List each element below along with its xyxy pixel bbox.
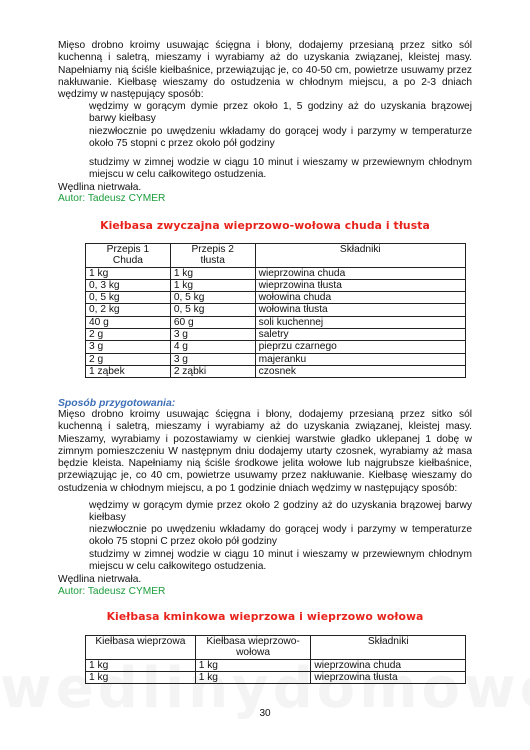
recipe2-title: Kiełbasa kminkowa wieprzowa i wieprzowo wołowa <box>106 610 424 623</box>
recipe1-cell: soli kuchennej <box>255 316 465 328</box>
recipe1-row <box>86 304 466 316</box>
recipe1-cell: 2 ząbki <box>170 365 255 377</box>
recipe1-cell: wołowina chuda <box>255 292 465 304</box>
recipe1-row <box>86 365 466 377</box>
section1-paragraph: Mięso drobno kroimy usuwając ścięgna i błony, dodajemy przesianą przez sitko sól kuchenną i saletrą, mieszamy i wyrabiamy aż do uzyskania związanej, kleistej masy. Napełniamy nią ściśle kiełbaśnice, przewiązując je, co 40-50 cm, powietrze usuwamy przez nakłuwanie. Kiełbasę wieszamy do ostudzenia w chłodnym miejscu, a po 2-3 dniach wędzimy w następujący sposób: <box>58 40 472 101</box>
section2-step-1: wędzimy w gorącym dymie przez około 2 godziny aż do uzyskania brązowej barwy kiełbasy <box>89 500 472 524</box>
section1-step-2: niezwłocznie po uwędzeniu wkładamy do gorącej wody i parzymy w temperaturze około 75 stopni c przez około pół godziny <box>89 126 472 150</box>
section2-step-3: studzimy w zimnej wodzie w ciągu 10 minut i wieszamy w przewiewnym chłodnym miejscu w celu całkowitego ostudzenia. <box>89 549 472 573</box>
recipe1-cell: pieprzu czarnego <box>255 341 465 353</box>
recipe1-subheader: tłusta <box>170 255 255 267</box>
recipe1-cell: 2 g <box>86 353 171 365</box>
recipe1-cell: 3 g <box>86 341 171 353</box>
recipe1-cell: wieprzowina chuda <box>255 267 465 279</box>
recipe2-header: Kiełbasa wieprzowa <box>86 636 196 660</box>
recipe1-header: Składniki <box>255 244 465 268</box>
page-number: 30 <box>259 708 271 719</box>
recipe2-cell: wieprzowina tłusta <box>311 671 466 683</box>
section1-closing: Wędlina nietrwała. <box>58 182 142 193</box>
recipe2-cell: 1 kg <box>86 671 196 683</box>
recipe1-cell: 0, 2 kg <box>86 304 171 316</box>
section2-author: Autor: Tadeusz CYMER <box>58 586 166 597</box>
recipe1-title: Kiełbasa zwyczajna wieprzowo-wołowa chuda i tłusta <box>100 219 430 232</box>
recipe1-cell: czosnek <box>255 365 465 377</box>
recipe1-row <box>86 279 466 291</box>
recipe1-row <box>86 341 466 353</box>
recipe1-cell: 2 g <box>86 329 171 341</box>
recipe1-cell: 40 g <box>86 316 171 328</box>
section1-step-1: wędzimy w gorącym dymie przez około 1, 5 godziny aż do uzyskania brązowej barwy kiełbasy <box>89 101 472 125</box>
recipe2-header-row <box>86 636 466 660</box>
recipe1-header: Przepis 1 <box>86 244 171 256</box>
recipe1-cell: 1 kg <box>86 267 171 279</box>
recipe1-cell: 0, 5 kg <box>170 304 255 316</box>
section2-paragraph: Mięso drobno kroimy usuwając ścięgna i błony, dodajemy przesianą przez sitko sól kuchenną i saletrą, mieszamy i wyrabiamy aż do uzyskania związanej, kleistej masy. Mieszamy, wyrabiamy i pozostawiamy w cienkiej warstwie gładko uklepanej 1 dobę w zimnym pomieszczeniu W następnym dniu dodajemy utarty czosnek, wyrabiamy aż masa będzie kleista. Napełniamy nią ściśle środkowe jelita wołowe lub najgrubsze kiełbaśnice, przewiązując je, co 40 cm, powietrze usuwamy przez nakłuwanie. Kiełbasę wieszamy do ostudzenia w chłodnym miejscu, a po 1 godzinie dniach wędzimy w następujący sposób: <box>58 409 472 494</box>
section2-closing: Wędlina nietrwała. <box>58 574 142 585</box>
recipe1-cell: 1 kg <box>170 279 255 291</box>
recipe1-cell: wołowina tłusta <box>255 304 465 316</box>
recipe1-cell: saletry <box>255 329 465 341</box>
section1-step-3: studzimy w zimnej wodzie w ciągu 10 minut i wieszamy w przewiewnym chłodnym miejscu w celu całkowitego ostudzenia. <box>89 157 472 181</box>
recipe2-cell: 1 kg <box>195 671 311 683</box>
recipe1-cell: 60 g <box>170 316 255 328</box>
recipe1-row <box>86 353 466 365</box>
recipe1-cell: wieprzowina tłusta <box>255 279 465 291</box>
recipe1-subheader: Chuda <box>86 255 171 267</box>
recipe1-header: Przepis 2 <box>170 244 255 256</box>
recipe1-header-row <box>86 244 466 256</box>
recipe1-cell: 3 g <box>170 353 255 365</box>
recipe1-table <box>85 243 466 378</box>
recipe2-header: Składniki <box>311 636 466 660</box>
recipe1-cell: 0, 5 kg <box>170 292 255 304</box>
recipe2-table <box>85 635 466 684</box>
recipe1-cell: 1 ząbek <box>86 365 171 377</box>
recipe1-cell: 1 kg <box>170 267 255 279</box>
recipe2-header: Kiełbasa wieprzowo-wołowa <box>195 636 311 660</box>
recipe1-row <box>86 329 466 341</box>
recipe2-cell: wieprzowina chuda <box>311 659 466 671</box>
recipe2-row <box>86 671 466 683</box>
recipe1-cell: 3 g <box>170 329 255 341</box>
recipe1-cell: 0, 5 kg <box>86 292 171 304</box>
recipe1-row <box>86 316 466 328</box>
recipe1-cell: 4 g <box>170 341 255 353</box>
recipe2-cell: 1 kg <box>86 659 196 671</box>
section2-subtitle: Sposób przygotowania: <box>58 398 176 409</box>
recipe1-cell: 0, 3 kg <box>86 279 171 291</box>
recipe1-cell: majeranku <box>255 353 465 365</box>
recipe1-row <box>86 292 466 304</box>
section2-step-2: niezwłocznie po uwędzeniu wkładamy do gorącej wody i parzymy w temperaturze około 75 stopni C przez około pół godziny <box>89 524 472 548</box>
recipe1-row <box>86 267 466 279</box>
recipe2-row <box>86 659 466 671</box>
recipe2-cell: 1 kg <box>195 659 311 671</box>
section1-author: Autor: Tadeusz CYMER <box>58 193 166 204</box>
